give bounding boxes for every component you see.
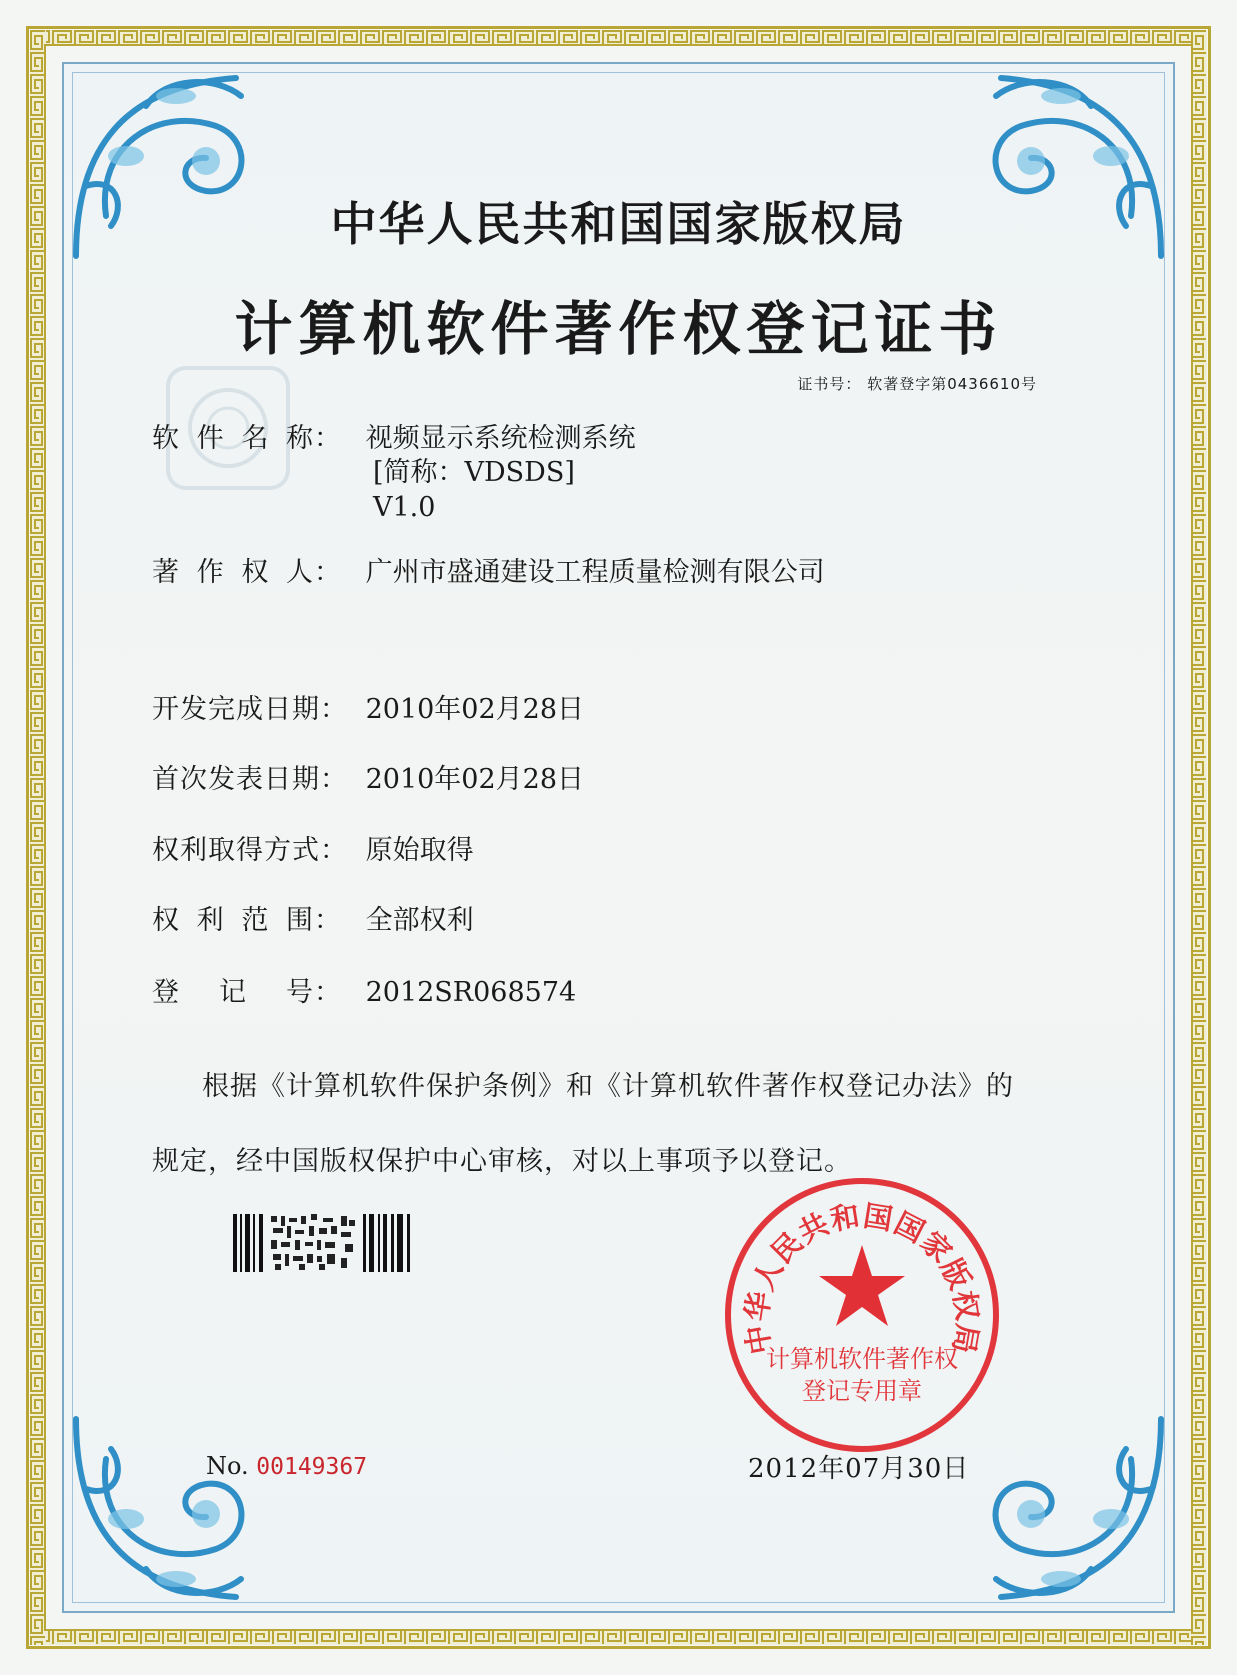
copyright-owner-value: 广州市盛通建设工程质量检测有限公司	[365, 557, 825, 588]
seal-line-1: 计算机软件著作权	[766, 1345, 958, 1373]
label-char: 件	[196, 423, 225, 454]
label-char: 围：	[285, 905, 342, 936]
serial-label: No.	[206, 1452, 249, 1480]
dev-complete-date-row	[152, 693, 584, 727]
official-seal	[722, 1175, 1002, 1455]
certificate-title: 计算机软件著作权登记证书	[234, 295, 1003, 363]
label-char: 著	[152, 557, 180, 588]
software-name-row	[152, 422, 636, 456]
copyright-owner-row	[152, 556, 825, 590]
registration-number-row	[152, 976, 576, 1010]
label-char: 称：	[285, 423, 342, 454]
first-publish-date-row	[152, 763, 584, 797]
label-char: 范	[241, 905, 270, 936]
software-abbr: [简称：VDSDS]	[373, 457, 575, 488]
issuer-title: 中华人民共和国国家版权局	[330, 197, 907, 251]
legal-basis-line-2: 规定，经中国版权保护中心审核，对以上事项予以登记。	[152, 1146, 852, 1177]
label-char: 作	[196, 557, 225, 588]
first-publish-date-value: 2010年02月28日	[365, 764, 585, 795]
label-char: 名	[241, 423, 270, 454]
registration-number-value: 2012SR068574	[365, 977, 577, 1008]
rights-scope-value: 全部权利	[365, 905, 474, 936]
label-char: 权	[152, 905, 180, 936]
certificate-number: 证书号： 软著登字第0436610号	[797, 375, 1037, 393]
copyright-owner-label	[152, 556, 357, 590]
label-char: 登	[152, 977, 180, 1008]
rights-scope-label	[152, 904, 357, 938]
rights-scope-row	[152, 904, 474, 938]
seal-line-2: 登记专用章	[802, 1377, 922, 1405]
label-char: 号：	[286, 977, 342, 1008]
software-name-label	[152, 422, 357, 456]
corner-ornament-bottom-left	[66, 1409, 296, 1609]
label-char: 权	[241, 557, 270, 588]
dev-complete-date-label: 开发完成日期：	[152, 694, 348, 725]
seal-ring-text: 中华人民共和国国家版权局	[739, 1198, 985, 1357]
label-char: 记	[219, 977, 247, 1008]
issue-date: 2012年07月30日	[748, 1454, 970, 1484]
label-char: 人：	[285, 557, 342, 588]
software-name-value: 视频显示系统检测系统	[365, 423, 636, 454]
serial-number	[206, 1452, 367, 1480]
rights-acquisition-row	[152, 834, 474, 868]
label-char: 软	[152, 423, 180, 454]
barcode	[233, 1214, 413, 1272]
rights-acquisition-value: 原始取得	[365, 835, 474, 866]
serial-value: 00149367	[256, 1454, 368, 1480]
meander-right	[1191, 30, 1207, 1645]
registration-number-label	[152, 976, 357, 1010]
rights-acquisition-label: 权利取得方式：	[152, 835, 348, 866]
first-publish-date-label: 首次发表日期：	[152, 764, 348, 795]
dev-complete-date-value: 2010年02月28日	[365, 694, 585, 725]
meander-bottom	[30, 1629, 1207, 1645]
software-version: V1.0	[373, 492, 436, 523]
label-char: 利	[196, 905, 225, 936]
legal-basis-line-1: 根据《计算机软件保护条例》和《计算机软件著作权登记办法》的	[202, 1071, 1014, 1102]
